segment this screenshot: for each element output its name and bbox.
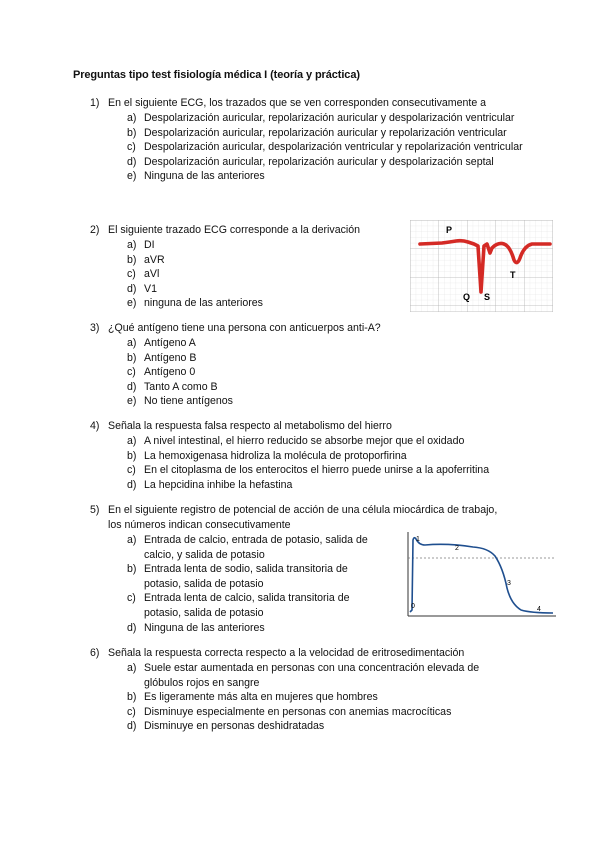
question-number: 4) <box>90 420 100 432</box>
option-text: Es ligeramente más alta en mujeres que hombres <box>144 691 378 704</box>
question-text-continued: los números indican consecutivamente <box>108 519 291 531</box>
question-text: ¿Qué antígeno tiene una persona con anticuerpos anti-A? <box>108 322 381 334</box>
option-text: En el citoplasma de los enterocitos el hierro puede unirse a la apoferritina <box>144 464 490 477</box>
ap-phase-label-2: 2 <box>455 545 459 552</box>
option-item <box>127 365 427 380</box>
ecg-label-t: T <box>510 270 516 280</box>
option-item <box>127 253 387 268</box>
option-text: Despolarización auricular, despolarización ventricular y repolarización ventricular <box>144 141 523 154</box>
option-letter: a) <box>127 534 137 546</box>
ap-curve <box>410 538 553 613</box>
option-text: Antígeno A <box>144 337 196 349</box>
option-text: Ninguna de las anteriores <box>144 170 265 183</box>
option-item <box>127 351 427 366</box>
option-text: Disminuye en personas deshidratadas <box>144 720 325 733</box>
option-text: Antígeno 0 <box>144 366 196 379</box>
option-letter: a) <box>127 662 137 674</box>
option-letter: c) <box>127 366 136 379</box>
option-item <box>127 591 375 620</box>
question-number: 2) <box>90 224 100 236</box>
option-item <box>127 533 375 562</box>
action-potential-figure <box>403 530 558 620</box>
option-letter: d) <box>127 282 137 295</box>
option-text: La hemoxigenasa hidroliza la molécula de protoporfirina <box>144 449 407 462</box>
option-text: ninguna de las anteriores <box>144 297 263 310</box>
question-text: Señala la respuesta falsa respecto al metabolismo del hierro <box>108 420 392 432</box>
option-letter: c) <box>127 141 136 154</box>
question-number: 6) <box>90 647 100 659</box>
question-number: 3) <box>90 322 100 334</box>
option-item <box>127 336 427 351</box>
option-item <box>127 169 530 184</box>
options-list <box>127 661 512 734</box>
option-letter: d) <box>127 621 137 634</box>
option-text: Despolarización auricular, repolarización auricular y despolarización septal <box>144 155 494 168</box>
option-text: aVR <box>144 253 165 266</box>
option-item <box>127 449 547 464</box>
option-text: DI <box>144 239 155 251</box>
ecg-figure <box>410 220 553 312</box>
option-text: Ninguna de las anteriores <box>144 621 265 634</box>
option-text: aVl <box>144 268 160 281</box>
option-letter: c) <box>127 268 136 281</box>
ecg-label-p: P <box>446 225 453 235</box>
option-item <box>127 155 584 170</box>
option-letter: b) <box>127 563 137 576</box>
option-item <box>127 562 375 591</box>
ecg-label-q: Q <box>463 292 471 302</box>
option-text: Despolarización auricular, repolarización auricular y repolarización ventricular <box>144 126 507 139</box>
option-text: V1 <box>144 282 157 295</box>
option-letter: a) <box>127 435 137 447</box>
option-text: La hepcidina inhibe la hefastina <box>144 478 293 491</box>
question-text: En el siguiente ECG, los trazados que se ven corresponden consecutivamente a <box>108 97 487 109</box>
options-list <box>127 434 547 492</box>
option-letter: b) <box>127 126 137 139</box>
option-letter: c) <box>127 705 136 718</box>
option-text: Antígeno B <box>144 351 197 364</box>
option-text: Tanto A como B <box>144 380 218 393</box>
page-title: Preguntas tipo test fisiología médica I (teoría y práctica) <box>73 69 360 81</box>
option-letter: d) <box>127 380 137 393</box>
question-number: 5) <box>90 504 100 516</box>
option-letter: d) <box>127 155 137 168</box>
option-item <box>127 296 387 311</box>
option-text: Entrada de calcio, entrada de potasio, salida de calcio, y salida de potasio <box>144 534 368 561</box>
option-letter: e) <box>127 170 137 183</box>
options-list <box>127 238 387 311</box>
ecg-label-s: S <box>484 292 491 302</box>
options-list <box>127 111 530 184</box>
option-item <box>127 394 427 409</box>
option-letter: e) <box>127 395 137 408</box>
option-text: Despolarización auricular, repolarización auricular y despolarización ventricular <box>144 112 515 124</box>
options-list <box>127 533 375 635</box>
option-letter: d) <box>127 720 137 733</box>
option-item <box>127 478 547 493</box>
option-letter: e) <box>127 297 137 310</box>
option-item <box>127 434 547 449</box>
option-item <box>127 111 530 126</box>
option-item <box>127 719 512 734</box>
question-text: El siguiente trazado ECG corresponde a la derivación <box>108 224 361 236</box>
option-letter: a) <box>127 239 137 251</box>
option-letter: b) <box>127 351 137 364</box>
option-item <box>127 661 512 690</box>
option-letter: b) <box>127 253 137 266</box>
option-letter: d) <box>127 478 137 491</box>
option-item <box>127 463 547 478</box>
option-item <box>127 690 512 705</box>
option-letter: c) <box>127 464 136 477</box>
question-text: Señala la respuesta correcta respecto a la velocidad de eritrosedimentación <box>108 647 465 659</box>
option-letter: a) <box>127 337 137 349</box>
option-letter: c) <box>127 592 136 605</box>
option-item <box>127 380 427 395</box>
ap-phase-label-4: 4 <box>537 606 541 613</box>
ap-phase-label-1: 1 <box>416 536 420 543</box>
options-list <box>127 336 427 409</box>
ap-phase-label-0: 0 <box>411 603 415 610</box>
option-letter: b) <box>127 691 137 704</box>
option-letter: a) <box>127 112 137 124</box>
option-letter: b) <box>127 449 137 462</box>
option-text: Entrada lenta de sodio, salida transitoria de potasio, salida de potasio <box>144 563 348 590</box>
option-item <box>127 621 375 636</box>
option-item <box>127 282 387 297</box>
option-text: Disminuye especialmente en personas con anemias macrocíticas <box>144 705 452 718</box>
option-text: Entrada lenta de calcio, salida transitoria de potasio, salida de potasio <box>144 592 350 619</box>
question-text: En el siguiente registro de potencial de acción de una célula miocárdica de trabajo, <box>108 504 498 516</box>
ap-phase-label-3: 3 <box>507 580 511 587</box>
option-text: A nivel intestinal, el hierro reducido se absorbe mejor que el oxidado <box>144 435 465 447</box>
option-item <box>127 238 387 253</box>
option-item <box>127 267 387 282</box>
option-text: Suele estar aumentada en personas con una concentración elevada de glóbulos rojos en sangre <box>144 662 480 689</box>
option-item <box>127 140 530 155</box>
option-item <box>127 126 584 141</box>
option-item <box>127 705 512 720</box>
option-text: No tiene antígenos <box>144 395 233 408</box>
question-number: 1) <box>90 97 100 109</box>
